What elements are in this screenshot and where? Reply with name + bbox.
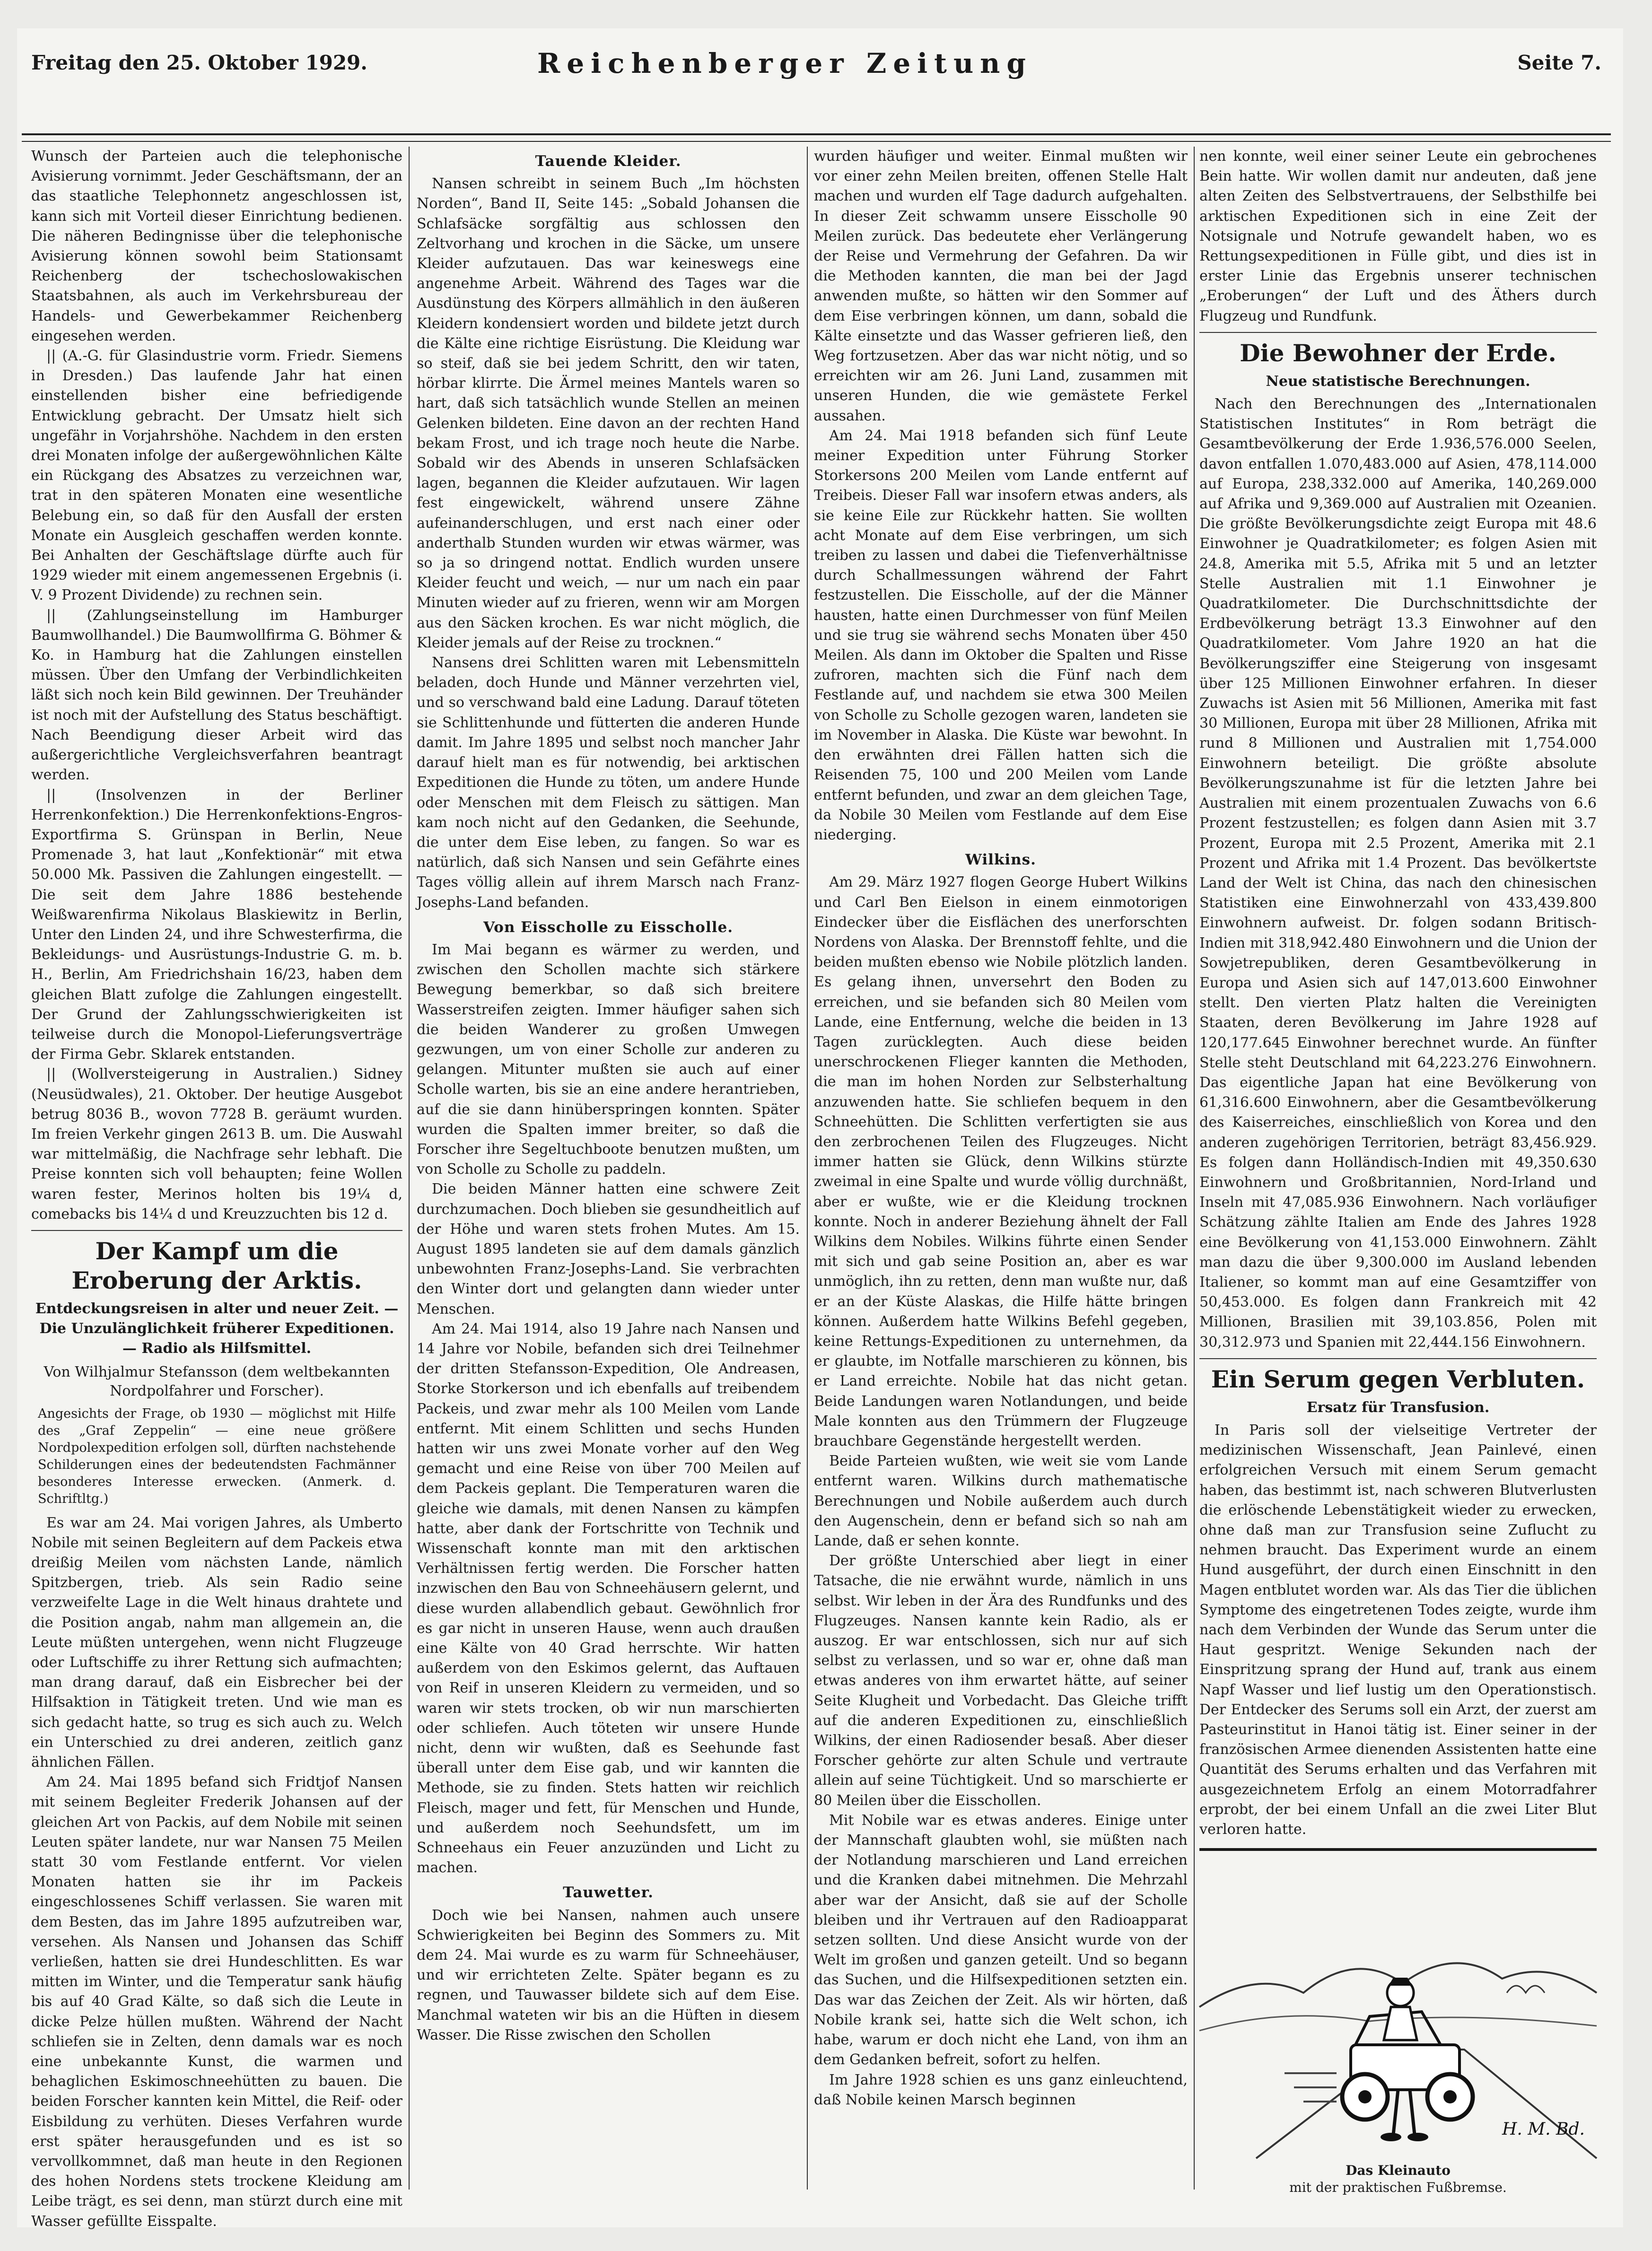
masthead: [22, 47, 1611, 99]
masthead-rule: [22, 133, 1611, 142]
column-rule: [1194, 147, 1195, 2190]
article-headline: Der Kampf um die Eroberung der Arktis.: [71, 1237, 362, 1294]
newspaper-title: Reichenberger Zeitung: [537, 47, 1032, 79]
column-4: [1199, 147, 1597, 2196]
paragraph: Am 29. März 1927 flogen George Hubert Wilkins und Carl Ben Eielson in einem einmotorigen Eindecker über die Eisflächen des unerforschten Nordens von Alaska. Der Brennstoff fehlte, und die beiden mußten ebenso wie Nobile plötzlich landen. Es gelang ihnen, unversehrt den Boden zu erreichen, und sie befanden sich 80 Meilen vom Lande, eine Entfernung, welche die beiden in 13 Tagen zurücklegten. Auch diese beiden unerschrockenen Flieger kannten die Methoden, die man im hohen Norden zur Selbsterhaltung anzuwenden hatte. Sie schliefen bequem in den Schneehütten. Die Schlitten verfertigten sie aus den zerbrochenen Teilen des Flugzeuges. Nicht immer hatten sie Glück, denn Wilkins stürzte zweimal in eine Spalte und wurde völlig durchnäßt, aber er wußte, wie er die Kleidung trocknen konnte. Noch in anderer Beziehung ähnelt der Fall Wilkins dem Nobiles. Wilkins führte einen Sender mit sich und gab seine Position an, aber es war unmöglich, ihn zu retten, denn man wußte nur, daß er an der Küste Alaskas, die Hilfe hätte bringen können. Außerdem hatte Wilkins Befehl gegeben, keine Rettungs-Expeditionen zu unternehmen, da er glaubte, im Notfalle marschieren zu können, bis er Land erreichte. Nobile hat das nicht getan. Beide Landungen waren Notlandungen, und beide Male konnten aus den Trümmern der Flugzeuge brauchbare Gegenstände hergestellt werden.: [814, 874, 1188, 1449]
paragraph: Wunsch der Parteien auch die telephonische Avisierung vornimmt. Jeder Geschäftsmann, der an das staatliche Telephonnetz angeschlossen ist, kann sich mit Vorteil dieser Einrichtung bedienen. Die näheren Bedingnisse über die telephonische Avisierung können sowohl beim Stationsamt Reichenberg der tschechoslowakischen Staatsbahnen, als auch im Verkehrsbureau der Handels- und Gewerbekammer Reichenberg eingesehen werden.: [31, 148, 402, 344]
article-divider: [31, 1230, 402, 1231]
column-3: [814, 147, 1188, 2190]
paragraph: nen konnte, weil einer seiner Leute ein gebrochenes Bein hatte. Wir wollen damit nur andeuten, daß jene alten Zeiten des Selbstvertrauens, der Selbsthilfe bei arktischen Expeditionen sich in eine Zeit der Notsignale und Notrufe gewandelt haben, wo es Rettungsexpeditionen in Fülle gibt, und dies ist in erster Linie das Ergebnis unserer technischen „Eroberungen“ der Luft und des Äthers durch Flugzeug und Rundfunk.: [1199, 148, 1597, 324]
caption-title: Das Kleinauto: [1346, 2163, 1451, 2179]
paragraph: Am 24. Mai 1895 befand sich Fridtjof Nansen mit seinem Begleiter Frederik Johansen auf der gleichen Art von Packis, auf dem Nobile mit seinen Leuten später landete, nur war Nansen 75 Meilen statt 30 vom Festlande entfernt. Vor vielen Monaten hatten sie ihr im Packeis eingeschlossenes Schiff verlassen. Sie waren mit dem Besten, das im Jahre 1895 aufzutreiben war, versehen. Als Nansen und Johansen das Schiff verließen, hatten sie drei Hundeschlitten. Es war mitten im Winter, und die Temperatur sank häufig bis auf 40 Grad Kälte, so daß sich die Leute in dicke Pelze hüllen mußten. Während der Nacht schliefen sie in Zelten, denn damals war es noch eine unbekannte Kunst, die warmen und behaglichen Eskimoschneehütten zu bauen. Die beiden Forscher kannten kein Mittel, die Reif- oder Eisbildung zu verhüten. Dieses Verfahren wurde erst später herausgefunden und es ist so vervollkommnet, daß man heute in den Regionen des hohen Nordens stets trockene Kleidung am Leibe trägt, es sei denn, man stürzt durch eine mit Wasser gefüllte Eisspalte.: [31, 1774, 402, 2230]
editor-note: Angesichts der Frage, ob 1930 — möglichst mit Hilfe des „Graf Zeppelin“ — eine neue größere Nordpolexpedition erfolgen soll, dürften nachstehende Schilderungen eines der bedeutendsten Fachmänner besonderes Interesse erwecken. (Anmerk. d. Schriftltg.): [38, 1406, 396, 1506]
section-heading: Von Eisscholle zu Eisscholle.: [483, 918, 734, 936]
illustration-caption: [1199, 2162, 1597, 2196]
paragraph: Nansen schreibt in seinem Buch „Im höchsten Norden“, Band II, Seite 145: „Sobald Johansen die Schlafsäcke sorgfältig aus schlossen den Zeltvorhang und krochen in die Säcke, um unsere Kleider aufzutauen. Das war keineswegs eine angenehme Arbeit. Während des Tages war die Ausdünstung des Körpers allmählich in den äußeren Kleidern kondensiert worden und bildete jetzt durch die Kälte eine richtige Eisrüstung. Die Kleidung war so steif, daß sie bei jedem Schritt, den wir taten, hörbar klirrte. Die Ärmel meines Mantels waren so hart, daß sich tatsächlich wunde Stellen an meinen Gelenken bildeten. Eine davon an der rechten Hand bekam Frost, und ich trage noch heute die Narbe. Sobald wir des Abends in unseren Schlafsäcken lagen, begannen die Kleider aufzutauen. Wir lagen fest eingewickelt, während unsere Zähne aufeinanderschlugen, und erst nach einer oder anderthalb Stunden wurden wir etwas wärmer, was so ja so dringend nottat. Endlich wurden unsere Kleider feucht und weich, — nur um nach ein paar Minuten wieder auf zu frieren, wenn wir am Morgen aus den Säcken krochen. Es war nicht möglich, die Kleider jemals auf der Reise zu trocknen.“: [417, 175, 800, 651]
page-number: Seite 7.: [1517, 51, 1601, 74]
paragraph: Nansens drei Schlitten waren mit Lebensmitteln beladen, doch Hunde und Männer verzehrten viel, und so verschwand bald eine Ladung. Darauf töteten sie Schlittenhunde und fütterten die anderen Hunde damit. Im Jahre 1895 und selbst noch mancher Jahr darauf hielt man es für notwendig, bei arktischen Expeditionen die Hunde zu töten, um andere Hunde oder Menschen mit dem Fleisch zu sättigen. Man kam noch nicht auf den Gedanken, die Seehunde, die unter dem Eise leben, zu fangen. So war es natürlich, daß sich Nansen und sein Gefährte eines Tages völlig allein auf ihrem Marsch nach Franz-Josephs-Land befanden.: [417, 654, 800, 911]
article-deck: Ersatz für Transfusion.: [1306, 1399, 1490, 1416]
car-cartoon-drawing: [1199, 1851, 1597, 2158]
paragraph: Im Jahre 1928 schien es uns ganz einleuchtend, daß Nobile keinen Marsch beginnen: [814, 2071, 1188, 2108]
paragraph: Die beiden Männer hatten eine schwere Zeit durchzumachen. Doch blieben sie gesundheitlich auf der Höhe und waren stets frohen Mutes. Am 15. August 1895 landeten sie auf dem damals gänzlich unbewohnten Franz-Josephs-Land. Sie verbrachten den Winter dort und gelangten dann wieder unter Menschen.: [417, 1181, 800, 1317]
section-heading: Tauende Kleider.: [535, 153, 682, 170]
artist-signature: H. M. Bd.: [1502, 2120, 1585, 2139]
cartoon-illustration: [1199, 1848, 1597, 2158]
article-headline: Die Bewohner der Erde.: [1240, 339, 1556, 367]
section-heading: Tauwetter.: [563, 1884, 654, 1902]
paragraph: || (A.-G. für Glasindustrie vorm. Friedr. Siemens in Dresden.) Das laufende Jahr hat einen einstellenden bisher eine befriedigende Entwicklung gebracht. Der Umsatz hielt sich ungefähr in Vorjahrshöhe. Nachdem in den ersten drei Monaten infolge der außergewöhnlichen Kälte ein Rückgang des Absatzes zu verzeichnen war, trat in den späteren Monaten eine wesentliche Belebung ein, so daß für den Ausfall der ersten Monate ein Ausgleich geschaffen werden konnte. Bei Anhalten der Geschäftslage dürfte auch für 1929 wieder mit einem angemessenen Ergebnis (i. V. 9 Prozent Dividende) zu rechnen sein.: [31, 348, 402, 604]
newspaper-page: [17, 28, 1623, 2230]
caption-subtitle: mit der praktischen Fußbremse.: [1289, 2180, 1507, 2196]
paragraph: Der größte Unterschied aber liegt in einer Tatsache, die nie erwähnt wurde, nämlich in uns selbst. Wir leben in der Ära des Rundfunks und des Flugzeuges. Nansen kannte kein Radio, als er auszog. Er war entschlossen, sich nur auf sich selbst zu verlassen, und so war er, ohne daß man etwas anderes von ihm erwartet hätte, auf seiner Seite Klugheit und Vorbedacht. Das Gleiche trifft auf die anderen Expeditionen zu, einschließlich Wilkins, der einen Radiosender besaß. Aber dieser Forscher gehörte zur alten Schule und vertraute allein auf seine Tüchtigkeit. Und so marschierte er 80 Meilen über die Eisschollen.: [814, 1553, 1188, 1809]
article-headline: Ein Serum gegen Verbluten.: [1211, 1365, 1585, 1393]
article-deck: Neue statistische Berechnungen.: [1266, 373, 1530, 390]
paragraph: || (Insolvenzen in der Berliner Herrenkonfektion.) Die Herrenkonfektions-Engros-Exportfirma S. Grünspan in Berlin, Neue Promenade 3, hat laut „Konfektionär“ mit etwa 50.000 Mk. Passiven die Zahlungen eingestellt. — Die seit dem Jahre 1886 bestehende Weißwarenfirma Nikolaus Blaskiewitz in Berlin, Unter den Linden 24, und ihre Schwesterfirma, die Bekleidungs- und Ausrüstungs-Industrie G. m. b. H., Berlin, Am Friedrichshain 16/23, haben dem gleichen Blatt zufolge die Zahlungen eingestellt. Der Grund der Zahlungsschwierigkeiten ist teilweise durch die Monopol-Lieferungsverträge der Firma Gebr. Sklarek entstanden.: [31, 786, 402, 1063]
column-2: [417, 147, 800, 2190]
paragraph: Am 24. Mai 1918 befanden sich fünf Leute meiner Expedition unter Führung Storker Storkersons 200 Meilen vom Lande entfernt auf Treibeis. Dieser Fall war insofern etwas anders, als sie keine Eile zur Rückkehr hatten. Sie wollten acht Monate auf dem Eise verbringen, um sich treiben zu lassen und dabei die Tiefenverhältnisse durch Schallmessungen während der Fahrt festzustellen. Die Eisscholle, auf der die Männer hausten, hatte einen Durchmesser von fünf Meilen und sie trug sie während sechs Monaten über 450 Meilen. Als dann im Oktober die Spalten und Risse zufroren, machten sich die Fünf nach dem Festlande auf, und nachdem sie etwa 300 Meilen von Scholle zu Scholle gezogen waren, landeten sie im November in Alaska. Die Küste war bewohnt. In den erwähnten drei Fällen hatten sich die Reisenden 75, 100 und 200 Meilen vom Lande entfernt befunden, und zwar an dem gleichen Tage, da Nobile 30 Meilen vom Festlande auf dem Eise niederging.: [814, 427, 1188, 843]
article-deck: Entdeckungsreisen in alter und neuer Zeit. — Die Unzulänglichkeit früherer Expeditionen. — Radio als Hilfsmittel.: [35, 1300, 399, 1357]
column-rule: [807, 147, 808, 2190]
article-divider: [1199, 332, 1597, 333]
column-rule: [409, 147, 410, 2190]
paragraph: Mit Nobile war es etwas anderes. Einige unter der Mannschaft glaubten wohl, sie müßten nach der Notlandung marschieren und Land erreichen und die Kranken dabei mitnehmen. Die Mehrzahl aber war der Ansicht, daß sie auf der Scholle bleiben und ihr Vertrauen auf den Radioapparat setzen sollten. Und diese Ansicht wurde von der Welt im großen und ganzen geteilt. Und so begann das Suchen, und die Hilfsexpeditionen setzten ein. Das war das Zeichen der Zeit. Als wir hörten, daß Nobile krank sei, hatte sich die Welt schon, ich habe, warum er doch nicht ehe Land, von ihm an dem Gedanken befreit, sofort zu helfen.: [814, 1812, 1188, 2068]
paragraph: || (Zahlungseinstellung im Hamburger Baumwollhandel.) Die Baumwollfirma G. Böhmer & Ko. in Hamburg hat die Zahlungen einstellen müssen. Über den Umfang der Verbindlichkeiten läßt sich noch kein Bild gewinnen. Der Treuhänder ist noch mit der Aufstellung des Status beschäftigt. Nach Beendigung dieser Arbeit wird das außergerichtliche Vergleichsverfahren beantragt werden.: [31, 607, 402, 784]
column-1: [31, 147, 402, 2230]
paragraph: Nach den Berechnungen des „Internationalen Statistischen Institutes“ in Rom beträgt die Gesamtbevölkerung der Erde 1.936,576.000 Seelen, davon entfallen 1.070,483.000 auf Asien, 478,114.000 auf Europa, 238,332.000 auf Amerika, 140,269.000 auf Afrika und 9,369.000 auf Australien mit Ozeanien. Die größte Bevölkerungsdichte zeigt Europa mit 48.6 Einwohner je Quadratkilometer; es folgen Asien mit 24.8, Amerika mit 5.5, Afrika mit 5 und an letzter Stelle Australien mit 1.1 Einwohner je Quadratkilometer. Die Durchschnittsdichte der Erdbevölkerung beträgt 13.3 Einwohner auf den Quadratkilometer. Vom Jahre 1920 an hat die Bevölkerungsziffer eine Steigerung von insgesamt über 125 Millionen Einwohner erfahren. In dieser Zuwachs ist Asien mit 56 Millionen, Amerika mit fast 30 Millionen, Europa mit über 28 Millionen, Afrika mit rund 8 Millionen und Australien mit 1,754.000 Einwohnern beteiligt. Die größte absolute Bevölkerungszunahme ist für die letzten Jahre bei Australien mit einem prozentualen Zuwachs von 6.6 Prozent festzustellen; es folgen dann Asien mit 3.7 Prozent, Europa mit 2.5 Prozent, Amerika mit 2.1 Prozent und Afrika mit 1.4 Prozent. Das bevölkertste Land der Welt ist China, das nach den chinesischen Statistiken eine Einwohnerzahl von 433,439.800 Einwohnern aufweist. Dr. folgen sodann Britisch-Indien mit 318,942.480 Einwohnern und die Union der Sowjetrepubliken, deren Gesamtbevölkerung in Europa und Asien sich auf 147,013.600 Einwohner stellt. Den vierten Platz halten die Vereinigten Staaten, deren Bevölkerung im Jahre 1928 auf 120,177.645 Einwohner berechnet wurde. An fünfter Stelle steht Deutschland mit 64,223.276 Einwohnern. Das eigentliche Japan hat eine Bevölkerung von 61,316.600 Einwohnern, aber die Gesamtbevölkerung des Kaiserreiches, einschließlich von Korea und den anderen zugehörigen Territorien, beträgt 83,456.929. Es folgen dann Holländisch-Indien mit 49,350.630 Einwohnern und Großbritannien, Nord-Irland und Inseln mit 47,085.936 Einwohnern. Nach vorläufiger Schätzung zählte Italien am Ende des Jahres 1928 eine Bevölkerung von 41,153.000 Einwohnern. Zählt man dazu die über 9,300.000 im Ausland lebenden Italiener, so kommt man auf eine Gesamtziffer von 50,453.000. Es folgen dann Frankreich mit 42 Millionen, Brasilien mit 39,103.856, Polen mit 30,312.973 und Spanien mit 22,444.156 Einwohnern.: [1199, 396, 1597, 1351]
paragraph: Im Mai begann es wärmer zu werden, und zwischen den Schollen machte sich stärkere Bewegung bemerkbar, so daß sich breitere Wasserstreifen zeigten. Immer häufiger sahen sich die beiden Wanderer zu großen Umwegen gezwungen, um von einer Scholle zur anderen zu gelangen. Mitunter mußten sie auch auf einer Scholle warten, bis sie an eine andere herantrieben, auf die sie dann hinüberspringen konnten. Später wurden die Spalten immer breiter, so daß die Forscher ihre Segeltuchboote benutzen mußten, um von Scholle zu Scholle zu paddeln.: [417, 941, 800, 1178]
article-byline: Von Wilhjalmur Stefansson (dem weltbekannten Nordpolfahrer und Forscher).: [44, 1363, 390, 1399]
paragraph: Es war am 24. Mai vorigen Jahres, als Umberto Nobile mit seinen Begleitern auf dem Packeis etwa dreißig Meilen vom nächsten Lande, nämlich Spitzbergen, trieb. Als sein Radio seine verzweifelte Lage in die Welt hinaus drahtete und die Position angab, nahm man allgemein an, die Leute müßten untergehen, wenn nicht Flugzeuge oder Luftschiffe zu ihrer Rettung sich aufmachten; man drang darauf, daß ein Eisbrecher bei der Hilfsaktion in Tätigkeit treten. Und wie man es sich gedacht hatte, so trug es sich auch zu. Welch ein Unterschied zu drei anderen, zeitlich ganz ähnlichen Fällen.: [31, 1514, 402, 1771]
section-heading: Wilkins.: [965, 851, 1036, 869]
paragraph: Beide Parteien wußten, wie weit sie vom Lande entfernt waren. Wilkins durch mathematische Berechnungen und Nobile außerdem auch durch den Augenschein, denn er befand sich so nah am Lande, daß er sehen konnte.: [814, 1453, 1188, 1550]
paragraph: || (Wollversteigerung in Australien.) Sidney (Neusüdwales), 21. Oktober. Der heutige Ausgebot betrug 8036 B., wovon 7728 B. geräumt wurden. Im freien Verkehr gingen 2613 B. um. Die Auswahl war mittelmäßig, die Nachfrage sehr lebhaft. Die Preise konnten sich voll behaupten; feine Wollen waren fester, Merinos holten bis 19¼ d, comebacks bis 14¼ d und Kreuzzuchten bis 12 d.: [31, 1066, 402, 1222]
paragraph: Doch wie bei Nansen, nahmen auch unsere Schwierigkeiten bei Beginn des Sommers zu. Mit dem 24. Mai wurde es zu warm für Schneehäuser, und wir errichteten Zelte. Später begann es zu regnen, und Tauwasser bildete sich auf dem Eise. Manchmal wateten wir bis an die Hüften in diesem Wasser. Die Risse zwischen den Schollen: [417, 1907, 800, 2043]
article-divider: [1199, 1358, 1597, 1359]
issue-date: Freitag den 25. Oktober 1929.: [31, 51, 367, 74]
paragraph: wurden häufiger und weiter. Einmal mußten wir vor einer zehn Meilen breiten, offenen Stelle Halt machen und wurden elf Tage dadurch aufgehalten. In dieser Zeit schwamm unsere Eisscholle 90 Meilen zurück. Das bedeutete eher Verlängerung der Reise und Vermehrung der Gefahren. Da wir die Methoden kannten, die man bei der Jagd anwenden mußte, so hätten wir den Sommer auf dem Eise verbringen können, um dann, sobald die Kälte einsetzte und das Wasser gefrieren ließ, den Weg fortzusetzen. Aber das war nicht nötig, und so erreichten wir am 26. Juni Land, zusammen mit unseren Hunden, die wie gemästete Ferkel aussahen.: [814, 148, 1188, 424]
paragraph: In Paris soll der vielseitige Vertreter der medizinischen Wissenschaft, Jean Painlevé, einen erfolgreichen Versuch mit einem Serum gemacht haben, das bestimmt ist, nach schweren Blutverlusten die erlöschende Lebenstätigkeit wieder zu erwecken, ohne daß man zur Transfusion seine Zuflucht zu nehmen braucht. Das Experiment wurde an einem Hund ausgeführt, der durch einen Einschnitt in den Magen entblutet worden war. Als das Tier die üblichen Symptome des eingetretenen Todes zeigte, wurde ihm nach dem Verbinden der Wunde das Serum unter die Haut gespritzt. Wenige Sekunden nach der Einspritzung sprang der Hund auf, trank aus einem Napf Wasser und lief lustig um den Operationstisch. Der Entdecker des Serums soll ein Arzt, der zuerst am Pasteurinstitut in Hanoi tätig ist. Einer seiner in der französischen Armee dienenden Assistenten hatte eine Quantität des Serums erhalten und das Verfahren mit ausgezeichnetem Erfolg an einem Motorradfahrer erprobt, der bei einem Unfall an die zwei Liter Blut verloren hatte.: [1199, 1422, 1597, 1838]
paragraph: Am 24. Mai 1914, also 19 Jahre nach Nansen und 14 Jahre vor Nobile, befanden sich drei Teilnehmer der dritten Stefansson-Expedition, Ole Andreasen, Storke Storkerson und ich ebenfalls auf treibendem Packeis, und zwar mehr als 100 Meilen vom Lande entfernt. Mit einem Schlitten und sechs Hunden hatten wir uns zwei Monate vorher auf den Weg gemacht und eine Reise von über 700 Meilen auf dem Packeis geplant. Die Temperaturen waren die gleiche wie damals, mit denen Nansen zu kämpfen hatte, aber dank der Fortschritte von Technik und Wissenschaft konnte man mit den arktischen Verhältnissen fertig werden. Die Forscher hatten inzwischen den Bau von Schneehäusern gelernt, und diese wurden allabendlich gebaut. Gewöhnlich fror es gar nicht in unseren Hause, wenn auch draußen eine Kälte von 40 Grad herrschte. Wir hatten außerdem von den Eskimos gelernt, das Auftauen von Reif in unseren Kleidern zu vermeiden, und so waren wir stets trocken, ob wir nun marschierten oder schliefen. Auch töteten wir unsere Hunde nicht, denn wir wußten, daß es Seehunde fast überall unter dem Eise gab, und wir kannten die Methode, sie zu finden. Stets hatten wir reichlich Fleisch, mager und fett, für Menschen und Hunde, und außerdem noch Seehundsfett, um im Schneehaus ein Feuer anzuzünden und Licht zu machen.: [417, 1320, 800, 1876]
